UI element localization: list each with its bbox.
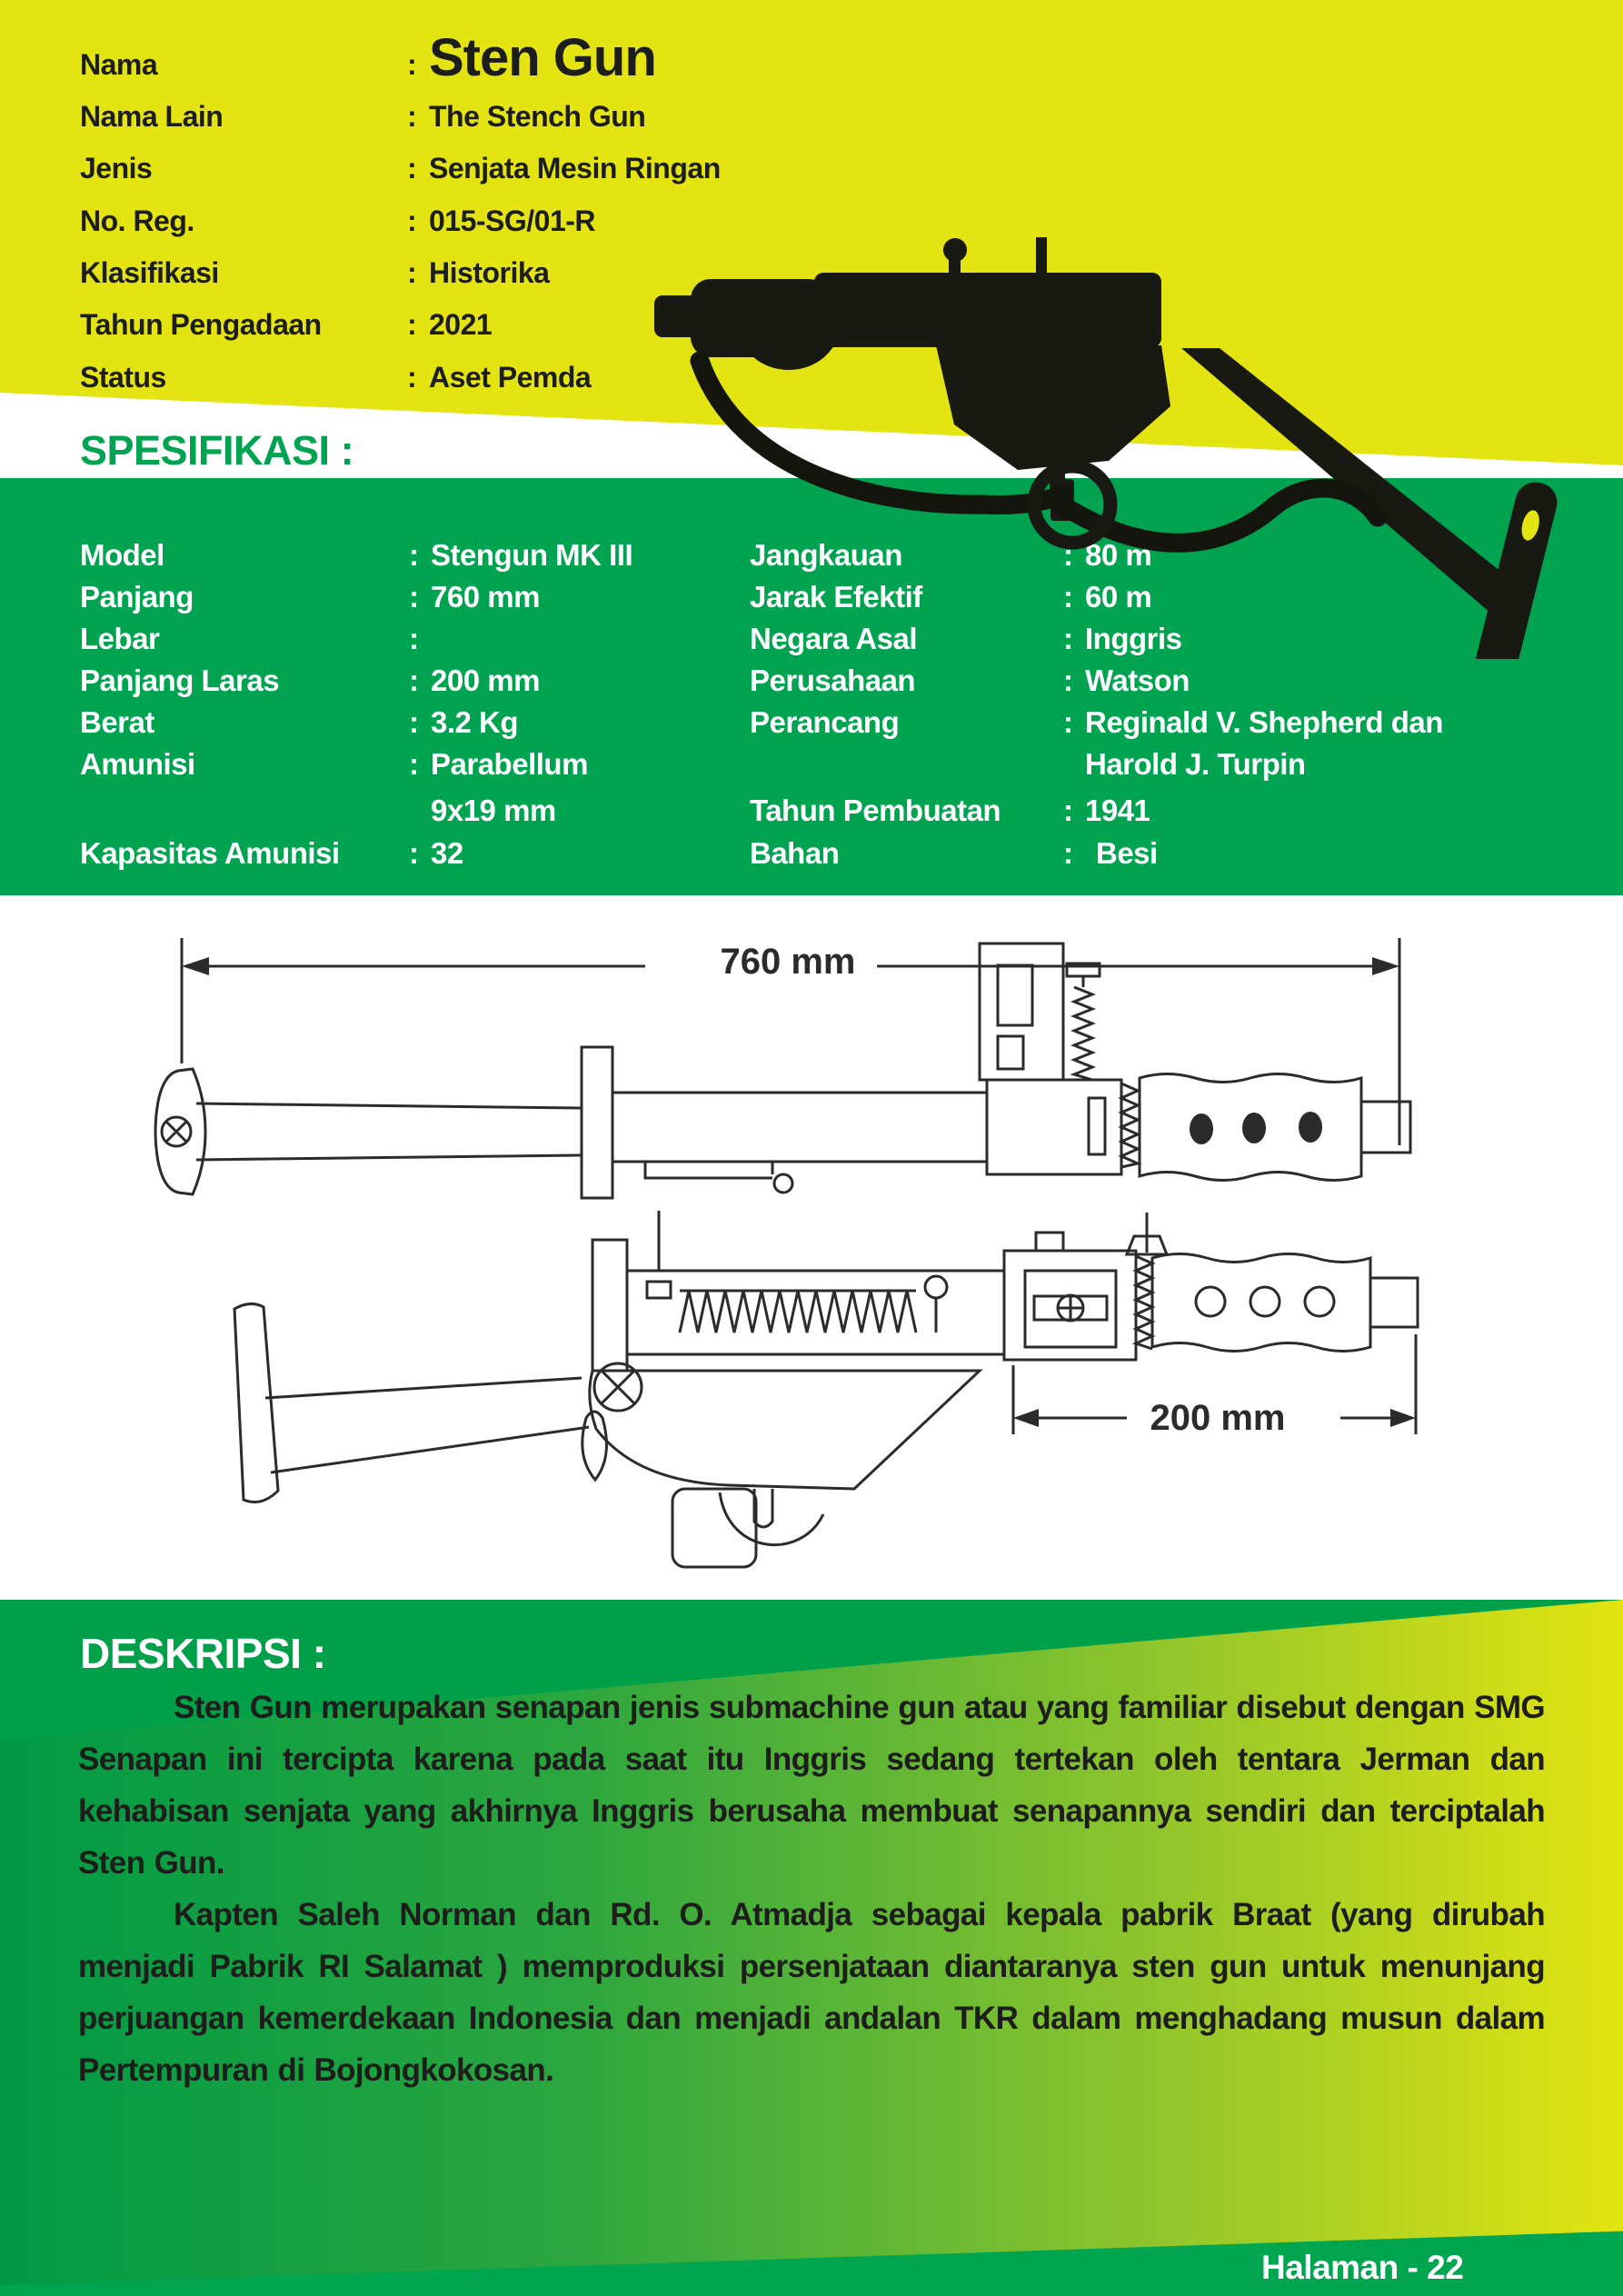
spec-row-jarak-efektif	[750, 580, 1151, 614]
barrel-shroud	[1152, 1254, 1370, 1352]
spec-row-berat	[80, 705, 518, 740]
colon: :	[409, 836, 419, 870]
spec-row-lebar	[80, 622, 431, 656]
knurling	[1136, 1256, 1152, 1349]
colon: :	[1063, 836, 1073, 870]
spec-value: 32	[431, 836, 463, 870]
field-label: No. Reg.	[80, 205, 194, 237]
field-label: Klasifikasi	[80, 256, 219, 289]
vent-hole	[1242, 1113, 1266, 1143]
spec-value: Besi	[1096, 836, 1158, 870]
header-row-nama	[80, 28, 656, 87]
spec-value: 60 m	[1085, 580, 1152, 614]
colon: :	[407, 256, 417, 289]
spec-row-bahan	[750, 836, 1158, 871]
field-value: Senjata Mesin Ringan	[429, 152, 721, 185]
spec-value: Inggris	[1085, 622, 1182, 655]
spec-label: Berat	[80, 705, 154, 739]
spec-value: 3.2 Kg	[431, 705, 519, 739]
field-value: The Stench Gun	[429, 100, 646, 133]
spec-label: Lebar	[80, 622, 160, 655]
spec-row-perancang	[750, 705, 1443, 740]
vent-hole	[1196, 1287, 1225, 1316]
spec-label: Jangkauan	[750, 538, 902, 572]
spec-value: 80 m	[1085, 538, 1152, 572]
spec-row-model	[80, 538, 632, 573]
header-row-status	[80, 361, 591, 394]
spec-label: Tahun Pembuatan	[750, 794, 1001, 827]
page-number: Halaman - 22	[1261, 2249, 1464, 2286]
colon: :	[1063, 664, 1073, 697]
colon: :	[407, 48, 417, 81]
mag-housing	[987, 1080, 1121, 1174]
spec-row-panjang-laras	[80, 664, 540, 698]
spec-value: Watson	[1085, 664, 1190, 697]
colon: :	[1063, 622, 1073, 655]
end-flange	[582, 1047, 612, 1198]
spec-label: Kapasitas Amunisi	[80, 836, 340, 870]
dim-arrow-left	[182, 957, 209, 975]
colon: :	[409, 622, 419, 655]
header-row-no-reg	[80, 205, 595, 238]
colon: :	[1063, 705, 1073, 739]
deskripsi-body	[78, 1682, 1545, 2096]
colon: :	[409, 580, 419, 614]
spec-row-perancang-cont	[750, 747, 1306, 782]
spec-label: Panjang Laras	[80, 664, 280, 697]
spec-label: Perusahaan	[750, 664, 916, 697]
muzzle	[1361, 1102, 1410, 1153]
dim-arrow-right	[1390, 1409, 1416, 1427]
colon: :	[407, 308, 417, 341]
recoil-spring	[680, 1291, 916, 1333]
spec-row-kapasitas	[80, 836, 463, 871]
field-value: Aset Pemda	[429, 361, 592, 394]
dim-label-200: 200 mm	[1140, 1398, 1295, 1439]
colon: :	[1063, 794, 1073, 827]
field-label: Status	[80, 361, 166, 394]
spec-value: Stengun MK III	[431, 538, 633, 572]
field-label: Nama	[80, 48, 158, 81]
header-row-klasifikasi	[80, 256, 549, 290]
deskripsi-paragraph-2: Kapten Saleh Norman dan Rd. O. Atmadja sebagai kepala pabrik Braat (yang dirubah menjadi Pabrik RI Salamat ) memproduksi persenjataan diantaranya sten gun untuk menunjang perjuangan kemerdekaan Indonesia dan menjadi andalan TKR dalam menghadang musun dalam Pertempuran di Bojongkokosan.	[78, 1897, 1545, 2088]
receiver	[612, 1093, 987, 1162]
spec-label: Perancang	[750, 705, 900, 739]
spec-panel	[0, 478, 1623, 895]
spring	[1074, 987, 1092, 1080]
drawing-side-view	[127, 1200, 1454, 1582]
field-value: Historika	[429, 256, 550, 289]
spec-label: Panjang	[80, 580, 194, 614]
colon: :	[407, 100, 417, 133]
dim-arrow-left	[1013, 1409, 1039, 1427]
spec-row-perusahaan	[750, 664, 1190, 698]
field-value: 015-SG/01-R	[429, 205, 596, 237]
colon: :	[407, 205, 417, 237]
vent-hole	[1250, 1287, 1279, 1316]
spec-value: 200 mm	[431, 664, 540, 697]
spec-row-amunisi-cont	[80, 794, 556, 828]
deskripsi-title: DESKRIPSI :	[80, 1630, 326, 1677]
grip	[672, 1489, 756, 1567]
spec-label: Bahan	[750, 836, 840, 870]
spec-value: Harold J. Turpin	[1085, 747, 1306, 781]
field-label: Tahun Pengadaan	[80, 308, 322, 341]
spec-value: Reginald V. Shepherd dan	[1085, 705, 1443, 739]
spec-value: 9x19 mm	[431, 794, 556, 827]
knurling	[1121, 1083, 1138, 1167]
page-title: Sten Gun	[429, 28, 656, 87]
colon: :	[407, 361, 417, 394]
colon: :	[1063, 580, 1073, 614]
spec-row-jangkauan	[750, 538, 1151, 573]
dim-arrow-right	[1372, 957, 1399, 975]
colon: :	[409, 705, 419, 739]
trigger-plate	[590, 1371, 980, 1489]
colon: :	[409, 747, 419, 781]
spec-value: 760 mm	[431, 580, 540, 614]
colon: :	[409, 664, 419, 697]
field-value: 2021	[429, 308, 493, 341]
colon: :	[409, 538, 419, 572]
spec-value: Parabellum	[431, 747, 588, 781]
colon: :	[1063, 538, 1073, 572]
end-flange	[592, 1240, 627, 1371]
vent-hole	[1299, 1112, 1322, 1143]
header-row-jenis	[80, 152, 721, 185]
spec-value: 1941	[1085, 794, 1150, 827]
spec-row-panjang	[80, 580, 540, 614]
vent-hole	[1190, 1113, 1213, 1144]
stock-tube	[196, 1103, 582, 1160]
deskripsi-section	[0, 1600, 1623, 2296]
spec-row-negara-asal	[750, 622, 1182, 656]
spec-label: Model	[80, 538, 164, 572]
colon: :	[407, 152, 417, 185]
dim-label-760: 760 mm	[702, 942, 874, 983]
spec-row-amunisi	[80, 747, 588, 782]
deskripsi-paragraph-1: Sten Gun merupakan senapan jenis submachine gun atau yang familiar disebut dengan SMG Senapan ini tercipta karena pada saat itu Inggris sedang tertekan oleh tentara Jerman dan kehabisan senjata yang akhirnya Inggris berusaha membuat senapannya sendiri dan terciptalah Sten Gun.	[78, 1690, 1545, 1881]
spec-label: Jarak Efektif	[750, 580, 922, 614]
field-label: Nama Lain	[80, 100, 224, 133]
header-row-nama-lain	[80, 100, 645, 134]
spec-label: Negara Asal	[750, 622, 918, 655]
field-label: Jenis	[80, 152, 153, 185]
vent-hole	[1305, 1287, 1334, 1316]
stock-bars	[265, 1378, 589, 1472]
muzzle	[1370, 1278, 1418, 1327]
spec-label: Amunisi	[80, 747, 195, 781]
spec-row-tahun-pembuatan	[750, 794, 1150, 828]
spesifikasi-title: SPESIFIKASI :	[80, 427, 354, 474]
header-row-tahun-pengadaan	[80, 308, 492, 342]
